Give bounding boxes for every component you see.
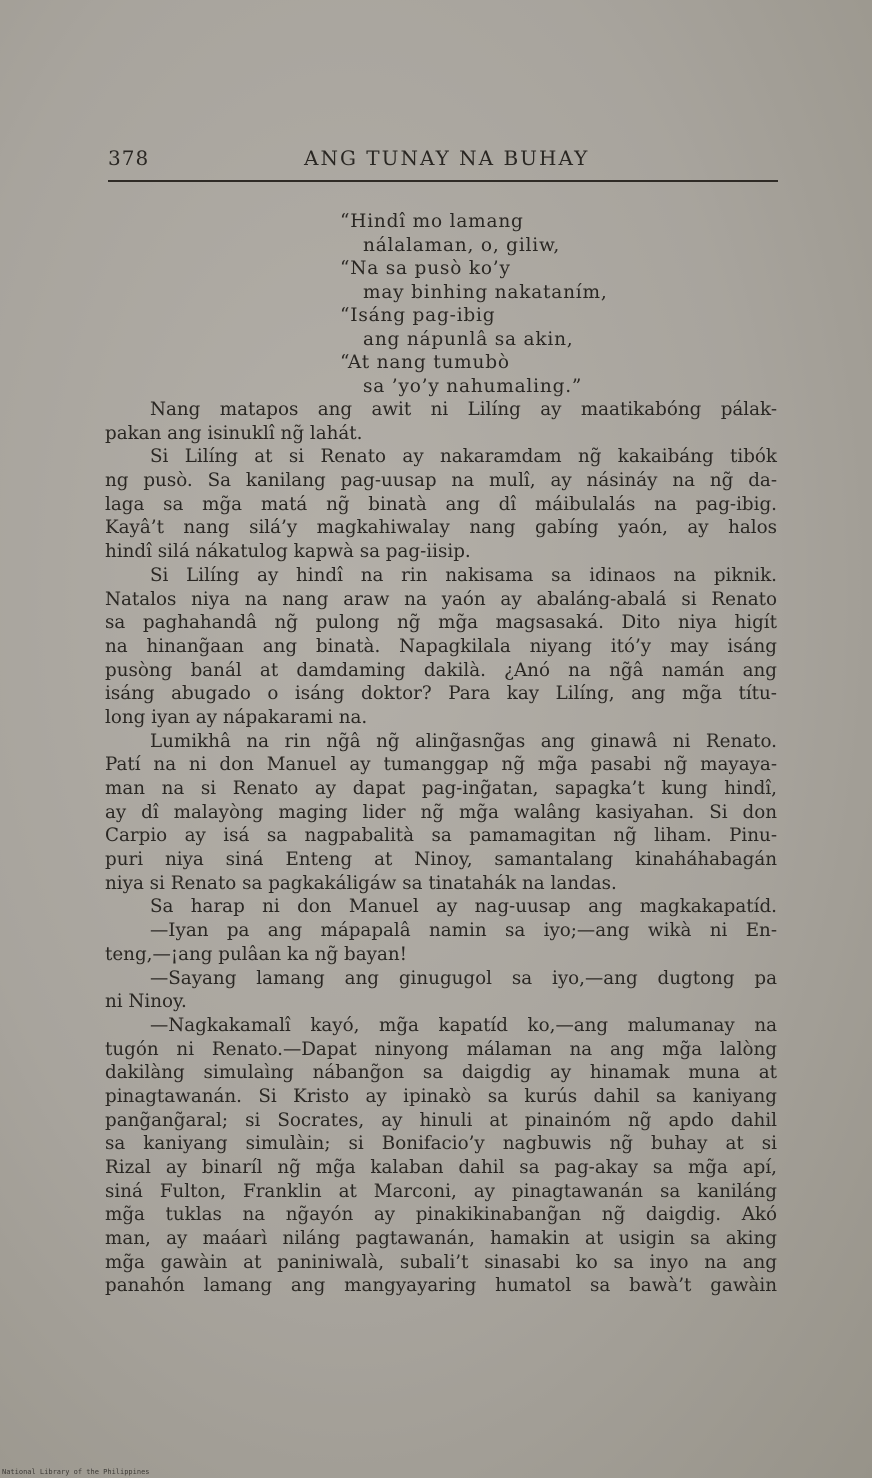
- text-line: —Nagkakamalî kayó, mg̃a kapatíd ko,—ang malumanay na: [150, 1014, 777, 1036]
- page-number: 378: [108, 146, 150, 170]
- verse-line: “Isáng pag-ibig: [340, 305, 496, 326]
- text-line: niya si Renato sa pagkakáligáw sa tinatahák na landas.: [105, 872, 617, 894]
- text-line: teng,—¡ang pulâan ka ng̃ bayan!: [105, 943, 407, 965]
- text-line: man na si Renato ay dapat pag-ing̃atan, sapagka’t kung hindî,: [105, 778, 777, 799]
- text-line: Nang matapos ang awit ni Lilíng ay maatikabóng pálak-: [150, 399, 777, 420]
- text-line: Si Lilíng ay hindî na rin nakisama sa idinaos na piknik.: [150, 564, 777, 586]
- text-line: ni Ninoy.: [105, 991, 187, 1013]
- text-line: Rizal ay binaríl ng̃ mg̃a kalaban dahil sa pag-akay sa mg̃a apí,: [105, 1157, 777, 1178]
- text-line: Kayâ’t nang silá’y magkahiwalay nang gabíng yaón, ay halos: [105, 517, 777, 539]
- text-line: puri niya siná Enteng at Ninoy, samantalang kinaháhabagán: [105, 849, 777, 871]
- body-text: [105, 398, 777, 1298]
- text-line: isáng abugado o isáng doktor? Para kay Lilíng, ang mg̃a títu-: [105, 683, 777, 705]
- text-line: hindî silá nákatulog kapwà sa pag-iisip.: [105, 541, 471, 563]
- verse-line: “Na sa pusò ko’y: [340, 258, 511, 279]
- text-line: tugón ni Renato.—Dapat ninyong málaman na ang mg̃a lalòng: [105, 1038, 777, 1060]
- verse-line: “Hindî mo lamang: [340, 211, 524, 232]
- text-line: —Iyan pa ang mápapalâ namin sa iyo;—ang wikà ni En-: [150, 920, 777, 942]
- verse-line: sa ’yo’y nahumaling.”: [363, 375, 583, 397]
- text-line: pakan ang isinuklî ng̃ lahát.: [105, 422, 363, 444]
- text-line: ay dî malayòng maging lider ng̃ mg̃a walâng kasiyahan. Si don: [105, 801, 777, 823]
- text-line: siná Fulton, Franklin at Marconi, ay pinagtawanán sa kaniláng: [105, 1180, 777, 1202]
- text-line: sa kaniyang simulàin; si Bonifacio’y nagbuwis ng̃ buhay at si: [105, 1133, 777, 1155]
- text-line: Patí na ni don Manuel ay tumanggap ng̃ mg̃a pasabi ng̃ mayaya-: [105, 754, 777, 776]
- text-line: ng pusò. Sa kanilang pag-uusap na mulî, ay násináy na ng̃ da-: [105, 470, 777, 492]
- text-line: man, ay maáarì niláng pagtawanán, hamakin at usigin sa aking: [105, 1228, 777, 1250]
- text-line: Sa harap ni don Manuel ay nag-uusap ang magkakapatíd.: [150, 896, 777, 918]
- text-line: Carpio ay isá sa nagpabalità sa pamamagitan ng̃ liham. Pinu-: [105, 825, 777, 847]
- verse-line: may binhing nakataním,: [363, 281, 608, 303]
- text-line: Natalos niya na nang araw na yaón ay abaláng-abalá si Renato: [105, 588, 777, 610]
- text-line: dakilàng simulaìng nábang̃on sa daigdig ay hinamak muna at: [105, 1062, 777, 1084]
- verse-line: “At nang tumubò: [340, 352, 510, 373]
- verse-line: nálalaman, o, giliw,: [363, 234, 561, 256]
- text-line: mg̃a tuklas na ng̃ayón ay pinakikinabang̃an ng̃ daigdig. Akó: [105, 1204, 777, 1226]
- text-line: mg̃a gawàin at paniniwalà, subali’t sinasabi ko sa inyo na ang: [105, 1251, 777, 1273]
- page-header: [108, 146, 778, 178]
- text-line: pinagtawanán. Si Kristo ay ipinakò sa kurús dahil sa kaniyang: [105, 1085, 777, 1107]
- text-line: pang̃ang̃aral; si Socrates, ay hinuli at pinainóm ng̃ apdo dahil: [105, 1109, 777, 1131]
- text-line: sa paghahandâ ng̃ pulong ng̃ mg̃a magsasaká. Dito niya higít: [105, 612, 777, 634]
- verse-line: ang nápunlâ sa akin,: [363, 328, 574, 350]
- running-title: ANG TUNAY NA BUHAY: [304, 146, 590, 170]
- text-line: —Sayang lamang ang ginugugol sa iyo,—ang dugtong pa: [150, 967, 777, 989]
- header-rule: [108, 180, 778, 182]
- text-line: pusòng banál at damdaming dakilà. ¿Anó na ng̃â namán ang: [105, 659, 777, 681]
- text-line: na hinang̃aan ang binatà. Napagkilala niyang itó’y may isáng: [105, 635, 777, 657]
- text-line: long iyan ay nápakarami na.: [105, 706, 368, 728]
- text-line: Lumikhâ na rin ng̃â ng̃ aling̃asng̃as ang ginawâ ni Renato.: [150, 730, 777, 752]
- library-credit: National Library of the Philippines: [2, 1468, 150, 1476]
- text-line: panahón lamang ang mangyayaring humatol sa bawà’t gawàin: [105, 1275, 777, 1297]
- text-line: Si Lilíng at si Renato ay nakaramdam ng̃ kakaibáng tibók: [150, 446, 777, 468]
- text-line: laga sa mg̃a matá ng̃ binatà ang dî máibulalás na pag-ibig.: [105, 493, 777, 515]
